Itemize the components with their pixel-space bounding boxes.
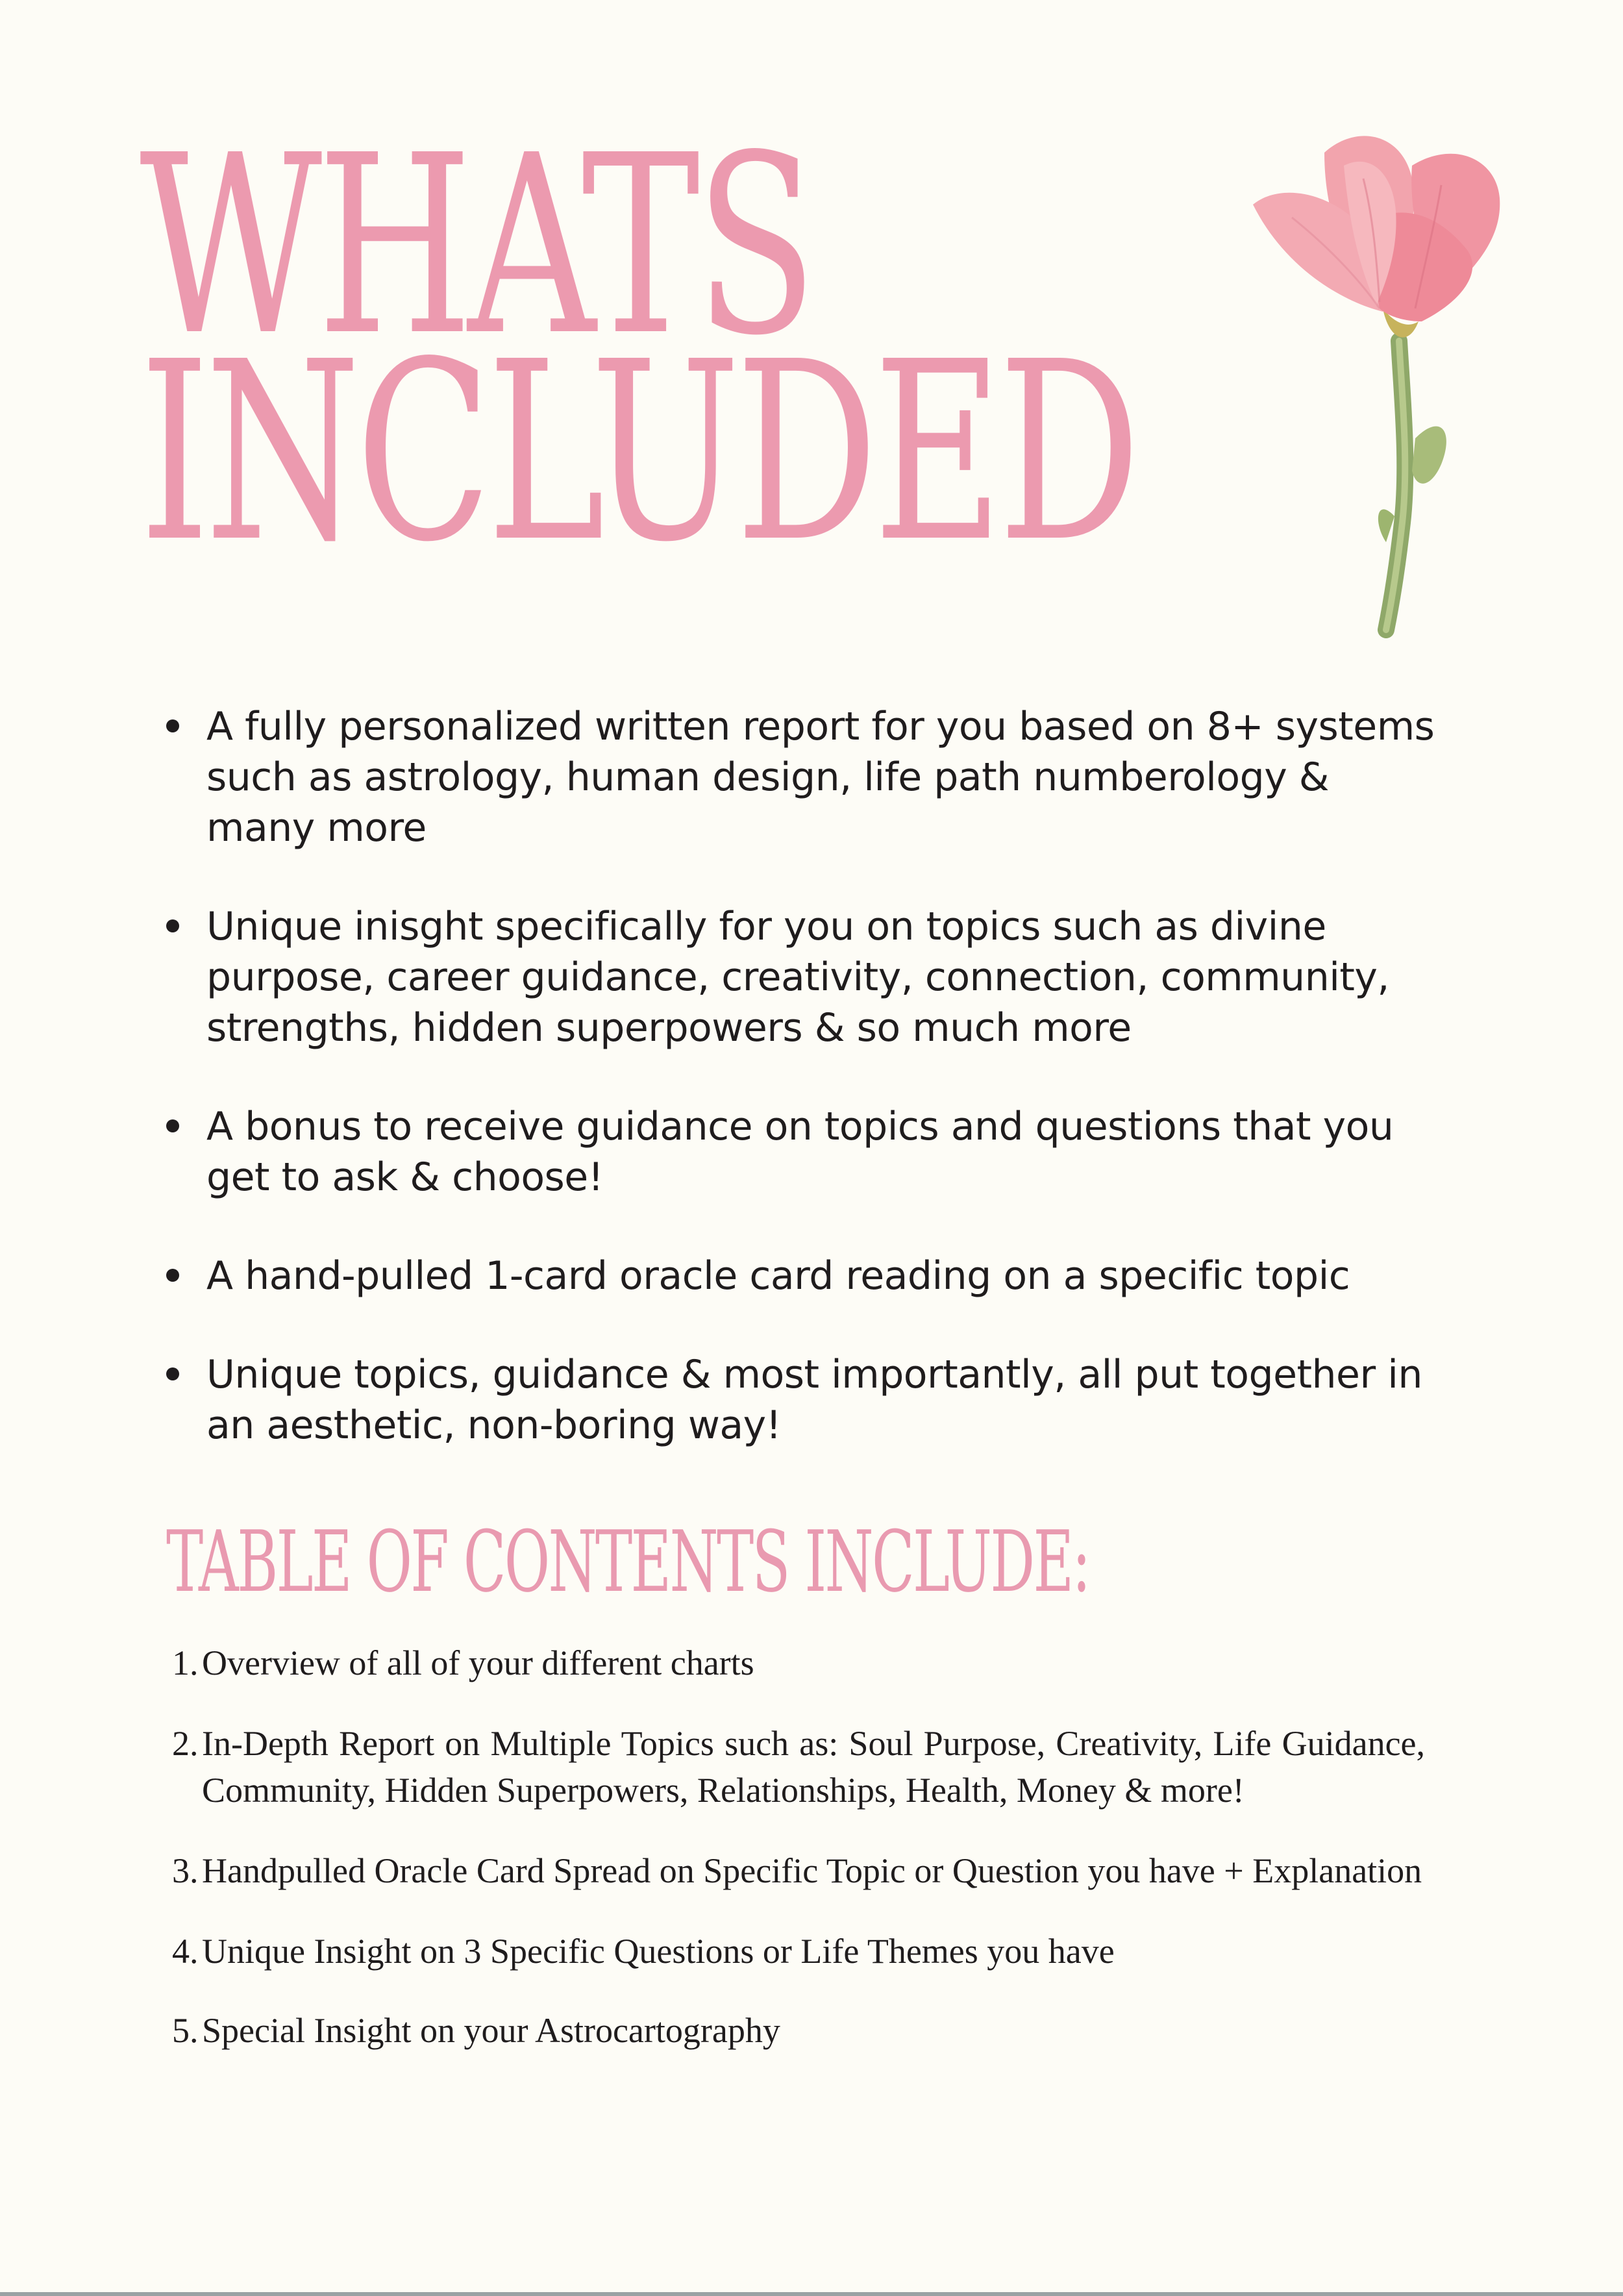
list-item: A bonus to receive guidance on topics and questions that you get to ask & choose! xyxy=(206,1101,1440,1203)
list-item: Unique inisght specifically for you on topics such as divine purpose, career guidance, creativity, connection, community, strengths, hidden superpowers & so much more xyxy=(206,901,1440,1053)
bullet-dot-icon xyxy=(166,1119,179,1132)
toc-item: 3. Handpulled Oracle Card Spread on Specific Topic or Question you have + Explanation xyxy=(172,1851,1422,1890)
feature-list xyxy=(206,701,1440,1499)
bottom-rule xyxy=(0,2292,1623,2296)
list-item: A fully personalized written report for you based on 8+ systems such as astrology, human design, life path numberology & many more xyxy=(206,701,1440,853)
list-item: A hand-pulled 1-card oracle card reading on a specific topic xyxy=(206,1251,1440,1301)
bullet-dot-icon xyxy=(166,1367,179,1380)
list-item: Unique topics, guidance & most importantly, all put together in an aesthetic, non-boring way! xyxy=(206,1349,1440,1451)
table-of-contents xyxy=(172,1640,1425,2088)
bullet-dot-icon xyxy=(166,719,179,732)
page-title xyxy=(140,102,1136,596)
bullet-dot-icon xyxy=(166,919,179,932)
pink-flower-icon xyxy=(1246,127,1519,646)
toc-item: 1. Overview of all of your different charts xyxy=(172,1643,754,1682)
toc-item: 5. Special Insight on your Astrocartography xyxy=(172,2011,780,2050)
toc-item: 2. In-Depth Report on Multiple Topics such as: Soul Purpose, Creativity, Life Guidance, Community, Hidden Superpowers, Relationships, Health, Money & more! xyxy=(172,1724,1425,1810)
toc-item: 4. Unique Insight on 3 Specific Questions or Life Themes you have xyxy=(172,1932,1115,1971)
title-line-1: WHATS xyxy=(140,102,813,390)
bullet-dot-icon xyxy=(166,1269,179,1282)
toc-heading: TABLE OF CONTENTS INCLUDE: xyxy=(166,1512,1089,1611)
title-line-2: INCLUDED xyxy=(140,308,1136,596)
